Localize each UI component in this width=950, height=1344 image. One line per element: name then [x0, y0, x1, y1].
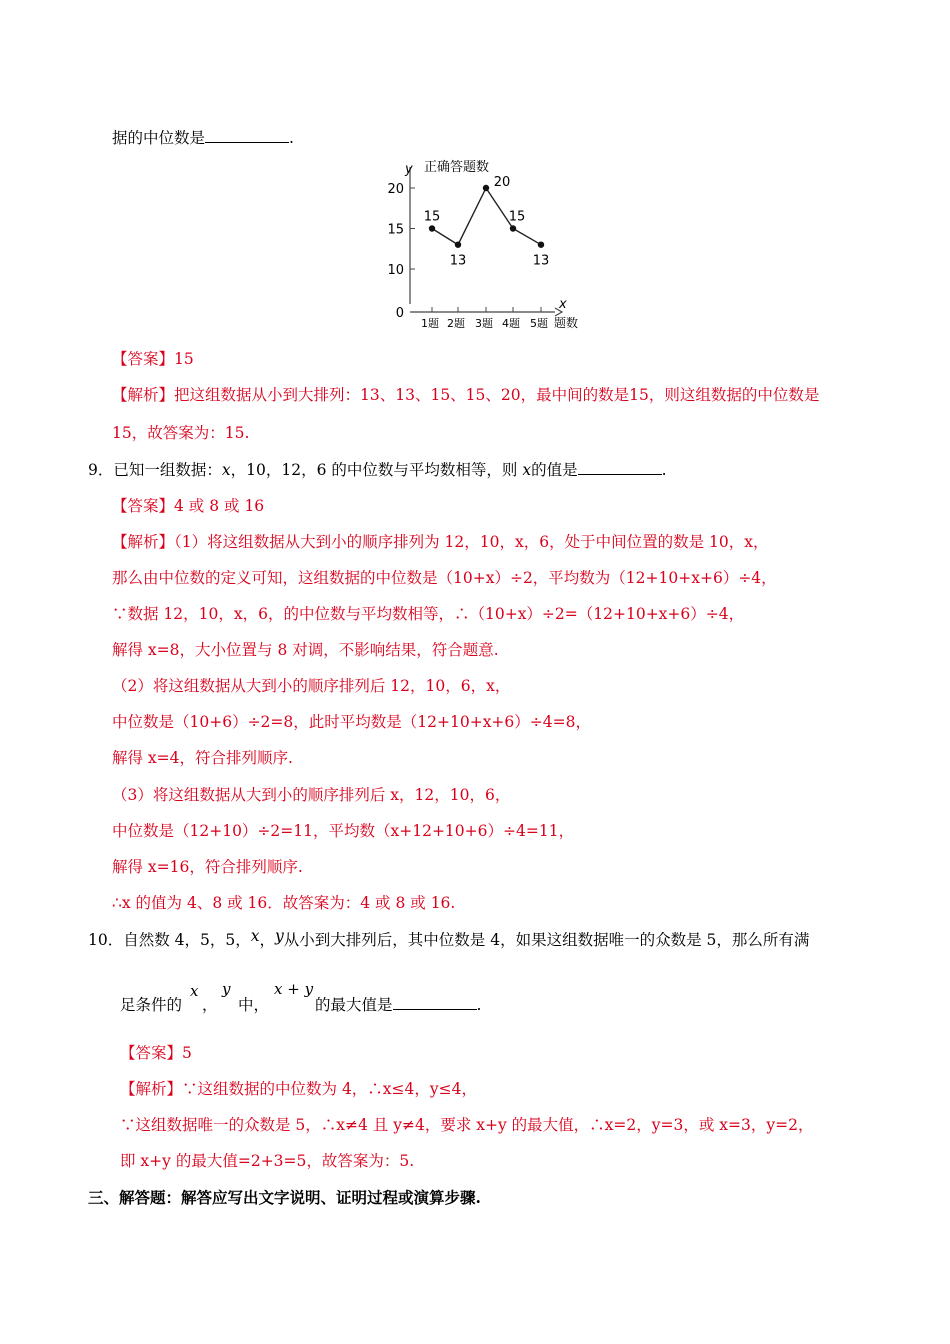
- answer-blank[interactable]: [578, 460, 662, 475]
- var-y: y: [222, 980, 231, 998]
- var-x: x: [190, 982, 199, 1000]
- q10-stem-line2-tail: 的最大值是 .: [315, 996, 482, 1014]
- answer-blank[interactable]: [205, 128, 289, 143]
- line-chart: [370, 155, 600, 335]
- y-tick-label: 15: [387, 222, 404, 238]
- x-tick-label: 4题: [502, 317, 520, 330]
- x-tick-label: 1题: [421, 317, 439, 330]
- x-tick-label: 2题: [447, 317, 465, 330]
- data-label: 15: [508, 209, 526, 225]
- q9-analysis-line1: 【解析】（1）将这组数据从大到小的顺序排列为 12，10，x，6，处于中间位置的数是 10，x，: [112, 533, 769, 551]
- data-point: [538, 242, 544, 248]
- data-label: 20: [493, 175, 511, 190]
- q8-stem: 据的中位数是 .: [112, 129, 294, 147]
- answer-blank[interactable]: [393, 995, 477, 1010]
- x-tick-label: 5题: [530, 317, 548, 330]
- data-point: [455, 242, 461, 248]
- q10-stem-line2: 足条件的: [120, 996, 183, 1014]
- q8-answer: 【答案】15: [112, 350, 194, 368]
- data-point: [510, 225, 516, 231]
- q9-analysis-line5: （2）将这组数据从大到小的顺序排列后 12，10，6，x，: [112, 677, 511, 695]
- q8-analysis-line1: 【解析】把这组数据从小到大排列：13、13、15、15、20，最中间的数是15，则这组数据的中位数是: [112, 386, 820, 404]
- q9-analysis-line2: 那么由中位数的定义可知，这组数据的中位数是（10+x）÷2，平均数为（12+10+x+6）÷4，: [112, 569, 777, 587]
- q9-stem: 9．已知一组数据：x，10，12，6 的中位数与平均数相等，则 x的值是 .: [88, 461, 667, 479]
- q10-answer: 【答案】5: [120, 1044, 192, 1062]
- q10-analysis-line2: ∵这组数据唯一的众数是 5，∴x≠4 且 y≠4，要求 x+y 的最大值，∴x=2，y=3，或 x=3，y=2，: [120, 1116, 814, 1134]
- comma: ，: [202, 996, 218, 1014]
- q10-analysis-line3: 即 x+y 的最大值=2+3=5，故答案为：5.: [120, 1152, 415, 1170]
- q9-analysis-line10: 解得 x=16，符合排列顺序.: [112, 858, 303, 876]
- data-label: 13: [532, 253, 550, 269]
- y-axis-letter: y: [405, 162, 413, 177]
- x-axis-letter: x: [559, 297, 567, 312]
- data-point: [429, 225, 435, 231]
- q9-answer: 【答案】4 或 8 或 16: [112, 497, 265, 515]
- y-tick-label: 0: [395, 306, 404, 321]
- y-tick-label: 20: [387, 182, 404, 197]
- y-tick-label: 10: [387, 263, 404, 278]
- q9-analysis-line7: 解得 x=4，符合排列顺序.: [112, 749, 293, 767]
- q10-analysis-line1: 【解析】∵这组数据的中位数为 4，∴x≤4，y≤4，: [120, 1080, 478, 1098]
- section-3-heading: 三、解答题：解答应写出文字说明、证明过程或演算步骤.: [88, 1188, 481, 1207]
- x-tick-label: 3题: [475, 317, 493, 330]
- q9-analysis-line3: ∵数据 12，10，x，6，的中位数与平均数相等，∴（10+x）÷2=（12+10+x+6）÷4，: [112, 605, 745, 623]
- expr-x-plus-y: x + y: [274, 980, 314, 998]
- data-label: 15: [423, 209, 441, 225]
- q9-analysis-line4: 解得 x=8，大小位置与 8 对调，不影响结果，符合题意.: [112, 641, 499, 659]
- q9-analysis-line8: （3）将这组数据从大到小的顺序排列后 x，12，10，6，: [112, 786, 511, 804]
- x-axis-title: 题数: [554, 316, 579, 330]
- q9-analysis-line11: ∴x 的值为 4、8 或 16．故答案为：4 或 8 或 16.: [112, 894, 456, 912]
- q9-analysis-line6: 中位数是（10+6）÷2=8，此时平均数是（12+10+x+6）÷4=8，: [112, 713, 591, 731]
- q8-analysis-line2: 15，故答案为：15.: [112, 424, 250, 442]
- q10-stem: 10．自然数 4，5，5，x，y从小到大排列后，其中位数是 4，如果这组数据唯一的众数是 5，那么所有满: [88, 927, 810, 949]
- q10-zhong: 中，: [238, 996, 270, 1014]
- chart-title: 正确答题数: [424, 160, 490, 175]
- q9-analysis-line9: 中位数是（12+10）÷2=11，平均数（x+12+10+6）÷4=11，: [112, 822, 575, 840]
- data-label: 13: [449, 253, 467, 269]
- data-point: [483, 185, 489, 191]
